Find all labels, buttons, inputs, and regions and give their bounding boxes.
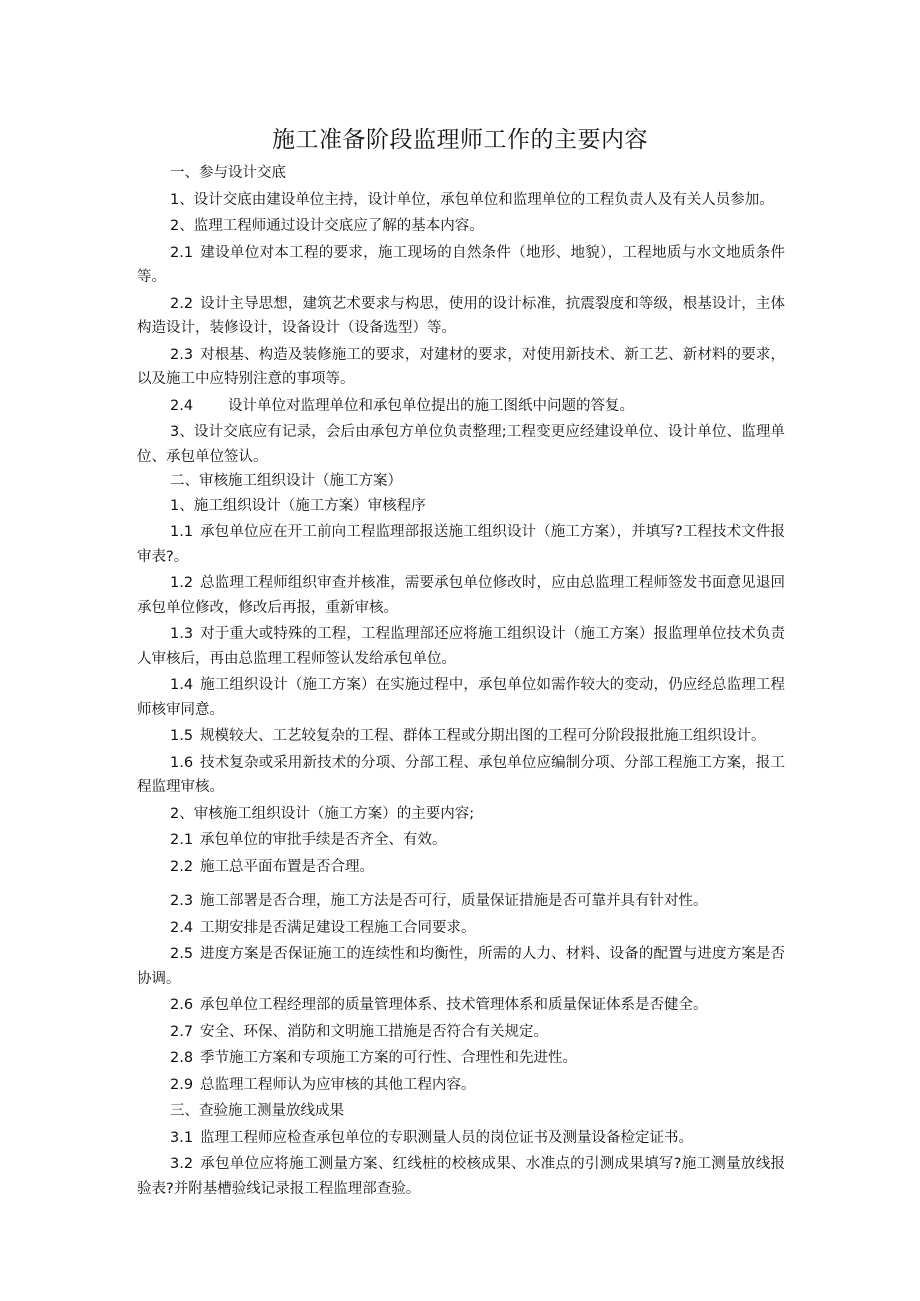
subsection-heading: 2、审核施工组织设计（施工方案）的主要内容; [170,805,475,822]
numbered-paragraph: 2.3 对根基、构造及装修施工的要求，对建材的要求，对使用新技术、新工艺、新材料的要求，以及施工中应特别注意的事项等。 [137,346,785,387]
page-title: 施工准备阶段监理师工作的主要内容 [272,127,648,153]
section-heading: 三、查验施工测量放线成果 [170,1103,344,1119]
numbered-paragraph: 2.9 总监理工程师认为应审核的其他工程内容。 [170,1076,476,1093]
document-body [137,161,785,1201]
numbered-paragraph: 2.1 建设单位对本工程的要求，施工现场的自然条件（地形、地貌），工程地质与水文地质条件等。 [137,244,785,285]
numbered-paragraph: 2.6 承包单位工程经理部的质量管理体系、技术管理体系和质量保证体系是否健全。 [170,997,708,1013]
numbered-paragraph: 1.1 承包单位应在开工前向工程监理部报送施工组织设计（施工方案），并填写?工程技术文件报审表?。 [137,524,785,565]
numbered-paragraph: 2.8 季节施工方案和专项施工方案的可行性、合理性和先进性。 [170,1050,577,1066]
numbered-paragraph: 3.2 承包单位应将施工测量方案、红线桩的校核成果、水准点的引测成果填写?施工测量放线报验表?并附基槽验线记录报工程监理部查验。 [137,1156,785,1197]
numbered-paragraph: 1.6 技术复杂或采用新技术的分项、分部工程、承包单位应编制分项、分部工程施工方案，报工程监理审核。 [137,754,785,795]
paragraph: 3、设计交底应有记录，会后由承包方单位负责整理;工程变更应经建设单位、设计单位、监理单位、承包单位签认。 [137,424,785,465]
numbered-paragraph: 2.7 安全、环保、消防和文明施工措施是否符合有关规定。 [170,1023,548,1040]
numbered-paragraph: 3.1 监理工程师应检查承包单位的专职测量人员的岗位证书及测量设备检定证书。 [170,1129,693,1146]
subsection-heading: 1、施工组织设计（施工方案）审核程序 [170,497,426,514]
numbered-paragraph: 2.2 施工总平面布置是否合理。 [170,858,374,875]
numbered-paragraph: 2.1 承包单位的审批手续是否齐全、有效。 [170,832,447,848]
numbered-paragraph: 2.5 进度方案是否保证施工的连续性和均衡性，所需的人力、材料、设备的配置与进度方案是否协调。 [137,946,785,987]
numbered-paragraph: 2.2 设计主导思想，建筑艺术要求与构思，使用的设计标准，抗震裂度和等级，根基设计，主体构造设计，装修设计，设备设计（设备选型）等。 [137,295,785,336]
section-heading: 二、审核施工组织设计（施工方案） [170,473,402,489]
paragraph: 1、设计交底由建设单位主持，设计单位，承包单位和监理单位的工程负责人及有关人员参加。 [170,191,774,208]
numbered-paragraph: 1.3 对于重大或特殊的工程，工程监理部还应将施工组织设计（施工方案）报监理单位技术负责人审核后，再由总监理工程师签认发给承包单位。 [137,626,785,667]
paragraph: 2、监理工程师通过设计交底应了解的基本内容。 [170,218,484,234]
numbered-paragraph: 2.3 施工部署是否合理，施工方法是否可行，质量保证措施是否可靠并具有针对性。 [170,893,708,909]
numbered-paragraph: 2.4 工期安排是否满足建设工程施工合同要求。 [170,919,476,936]
numbered-paragraph: 2.4 设计单位对监理单位和承包单位提出的施工图纸中问题的答复。 [170,397,634,414]
numbered-paragraph: 1.4 施工组织设计（施工方案）在实施过程中，承包单位如需作较大的变动，仍应经总监理工程师核审同意。 [137,677,785,718]
numbered-paragraph: 1.5 规模较大、工艺较复杂的工程、群体工程或分期出图的工程可分阶段报批施工组织设计。 [170,728,766,744]
numbered-paragraph: 1.2 总监理工程师组织审查并核准，需要承包单位修改时，应由总监理工程师签发书面意见退回承包单位修改，修改后再报，重新审核。 [137,575,785,616]
section-heading: 一、参与设计交底 [170,165,286,181]
